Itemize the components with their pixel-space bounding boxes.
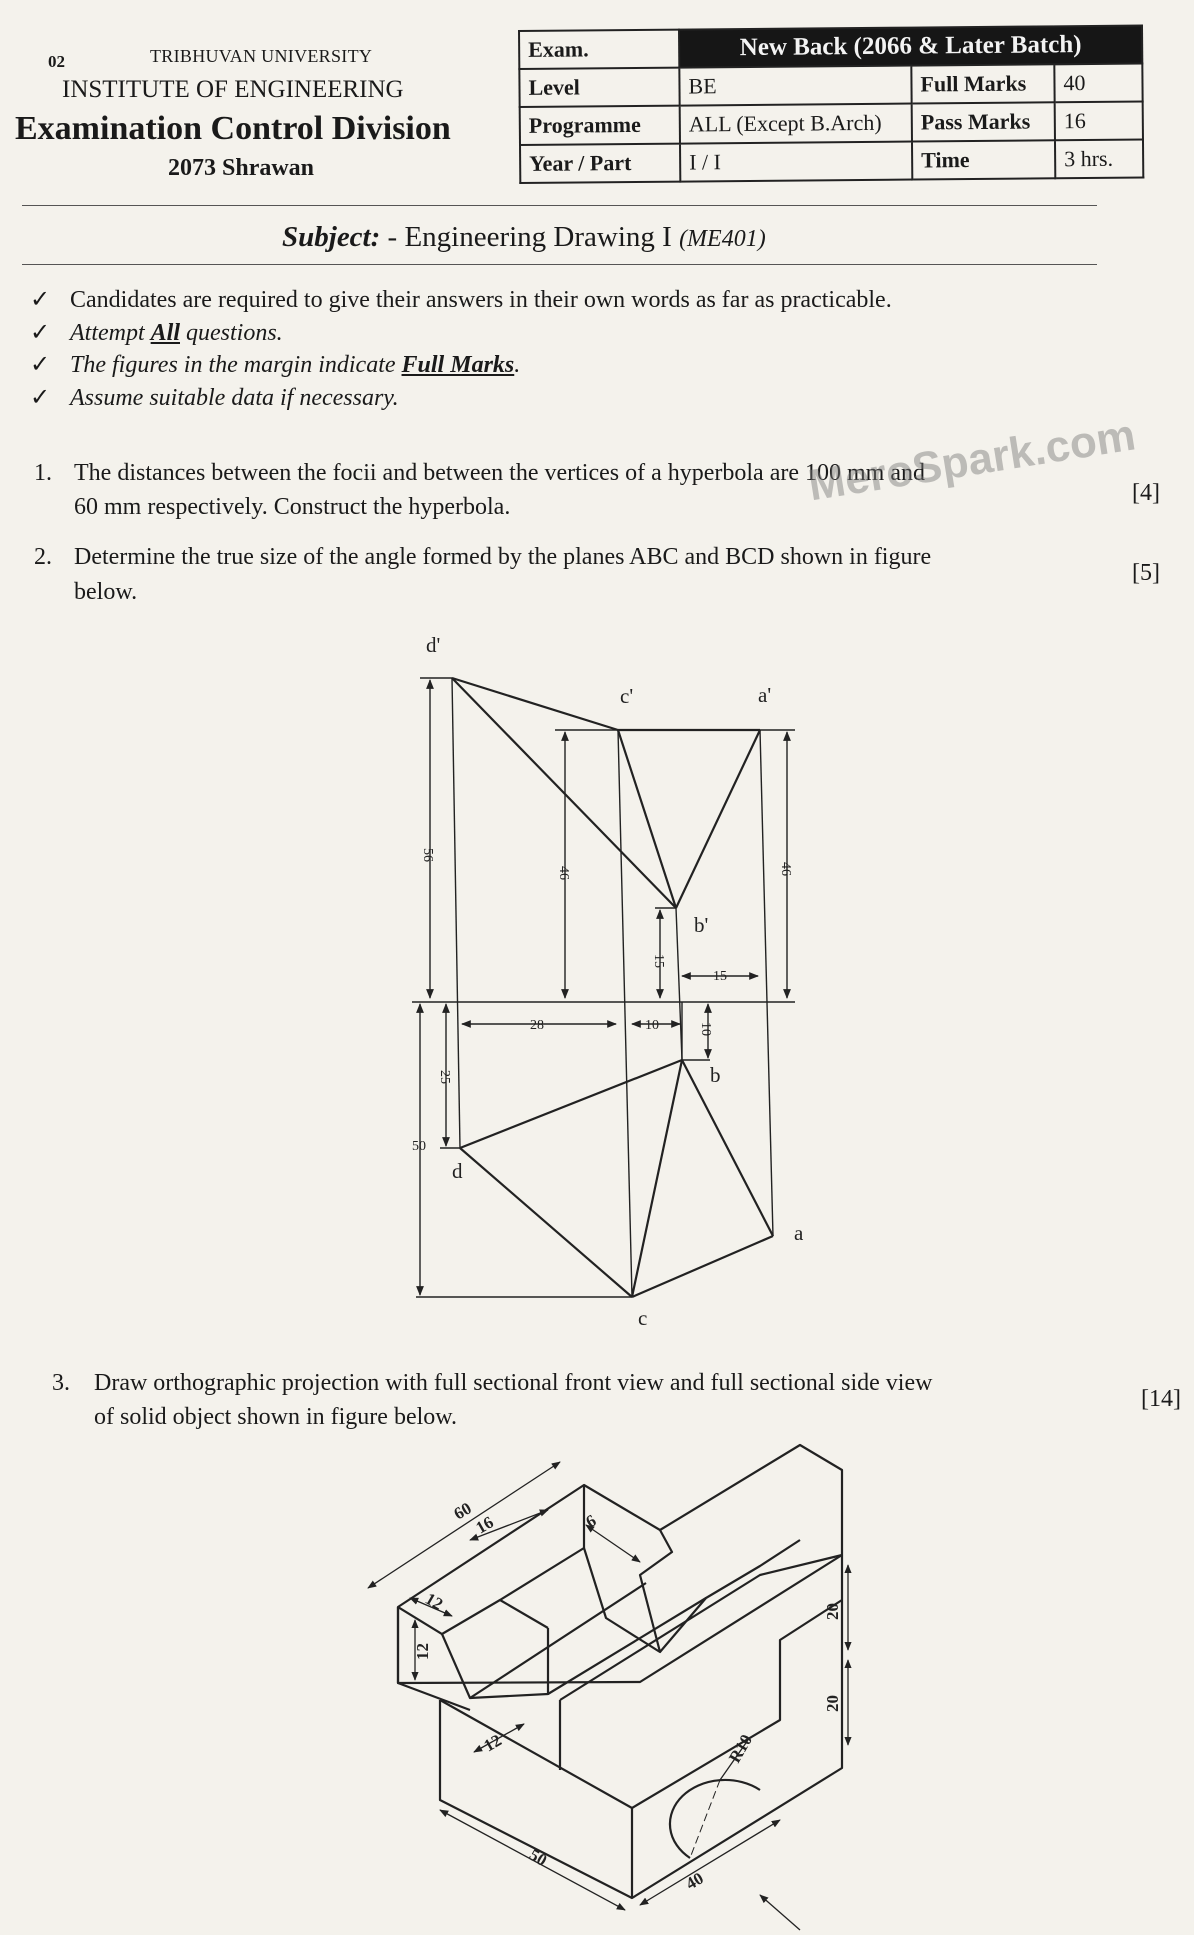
question-3-marks: [14] [1141, 1386, 1181, 1412]
label-d-prime: d' [426, 633, 441, 657]
dim-12b: 12 [413, 1643, 432, 1660]
dim-line-40 [640, 1820, 780, 1905]
dim-15h: 15 [713, 969, 727, 984]
dim-40: 40 [682, 1868, 707, 1894]
label-c: c [638, 1306, 648, 1330]
dim-20b: 20 [823, 1695, 842, 1712]
check-icon: ✓ [30, 385, 51, 411]
lower-step [632, 1600, 842, 1808]
question-3-line1: Draw orthographic projection with full sectional front view and full sectional side view [94, 1370, 933, 1396]
dim-6: 6 [582, 1510, 600, 1532]
question-1-line1: The distances between the focii and between the vertices of a hyperbola are 100 mm and [74, 460, 925, 486]
front-upper-face [398, 1607, 470, 1710]
dim-12c: 12 [480, 1730, 505, 1756]
division-name: Examination Control Division [15, 110, 451, 147]
groove-bottom-left [470, 1583, 646, 1698]
dim-20a: 20 [823, 1603, 842, 1620]
groove-bottom-right [548, 1598, 706, 1694]
dim-12a: 12 [422, 1589, 447, 1614]
time-label: Time [912, 140, 1055, 179]
view-direction-arrow [760, 1895, 800, 1930]
programme-label: Programme [520, 106, 680, 145]
pass-marks-label: Pass Marks [912, 102, 1055, 141]
dim-50: 50 [526, 1845, 551, 1870]
instruction-text: Candidates are required to give their answers in their own words as far as practicable. [70, 287, 892, 313]
label-c-prime: c' [620, 684, 634, 708]
subject-dash: - [380, 221, 405, 253]
central-slot [500, 1540, 800, 1652]
dim-56: 56 [420, 848, 435, 862]
question-2-line2: below. [74, 579, 138, 605]
subject-code: (ME401) [679, 226, 766, 252]
pass-marks-value: 16 [1055, 102, 1143, 141]
dim-10h: 10 [645, 1018, 659, 1033]
check-icon: ✓ [30, 287, 51, 313]
exam-date: 2073 Shrawan [168, 155, 315, 181]
year-label: Year / Part [520, 144, 680, 183]
question-2-marks: [5] [1132, 560, 1160, 586]
dim-50: 50 [412, 1139, 426, 1154]
paper-code: 02 [48, 52, 65, 71]
instruction-emphasis: Full Marks [401, 352, 515, 378]
exam-value: New Back (2066 & Later Batch) [679, 26, 1142, 68]
instruction-text: questions. [180, 320, 283, 346]
subject-name: Engineering Drawing I [404, 221, 672, 253]
label-b-prime: b' [694, 913, 709, 937]
dim-60: 60 [450, 1498, 475, 1524]
university-name: TRIBHUVAN UNIVERSITY [150, 46, 373, 66]
institute-name: INSTITUTE OF ENGINEERING [62, 76, 404, 103]
full-marks-label: Full Marks [911, 64, 1054, 103]
level-label: Level [519, 68, 679, 107]
label-a: a [794, 1221, 804, 1245]
check-icon: ✓ [30, 320, 51, 346]
instruction-text: Attempt [70, 320, 151, 346]
label-b: b [710, 1063, 721, 1087]
upper-block-outline [398, 1445, 842, 1683]
instruction-text: Assume suitable data if necessary. [70, 385, 399, 411]
v-groove-left [442, 1628, 548, 1698]
dim-r10: R10 [725, 1731, 757, 1766]
dim-16: 16 [472, 1512, 497, 1538]
programme-value: ALL (Except B.Arch) [680, 104, 912, 144]
label-d: d [452, 1159, 463, 1183]
question-1-number: 1. [34, 460, 52, 486]
label-a-prime: a' [758, 683, 772, 707]
dim-46b: 46 [778, 862, 793, 876]
dim-46a: 46 [556, 866, 571, 880]
question-1-marks: [4] [1132, 480, 1160, 506]
dim-line-6 [586, 1525, 640, 1562]
instruction-emphasis: All [150, 320, 180, 346]
question-2-number: 2. [34, 544, 52, 570]
question-2-line1: Determine the true size of the angle formed by the planes ABC and BCD shown in figure [74, 544, 932, 570]
left-ledge [398, 1600, 548, 1634]
dim-line-60 [368, 1462, 560, 1588]
lower-block [440, 1555, 842, 1898]
dim-25: 25 [437, 1070, 452, 1084]
question-3-number: 3. [52, 1370, 70, 1396]
time-value: 3 hrs. [1055, 140, 1143, 179]
full-marks-value: 40 [1054, 64, 1142, 103]
year-value: I / I [680, 142, 912, 182]
dim-28: 28 [530, 1018, 544, 1033]
question-1-line2: 60 mm respectively. Construct the hyperbola. [74, 494, 511, 520]
question-3-line2: of solid object shown in figure below. [94, 1404, 458, 1430]
lower-block-edge [440, 1700, 632, 1898]
watermark: MeroSpark.com [805, 410, 1139, 511]
dim-10v: 10 [698, 1022, 713, 1036]
dim-15v: 15 [651, 954, 666, 968]
level-value: BE [679, 66, 911, 106]
check-icon: ✓ [30, 352, 51, 378]
exam-label: Exam. [519, 30, 679, 69]
subject-prefix: Subject: [282, 221, 381, 253]
instruction-text: The figures in the margin indicate [70, 352, 402, 378]
instruction-text: . [514, 352, 521, 378]
